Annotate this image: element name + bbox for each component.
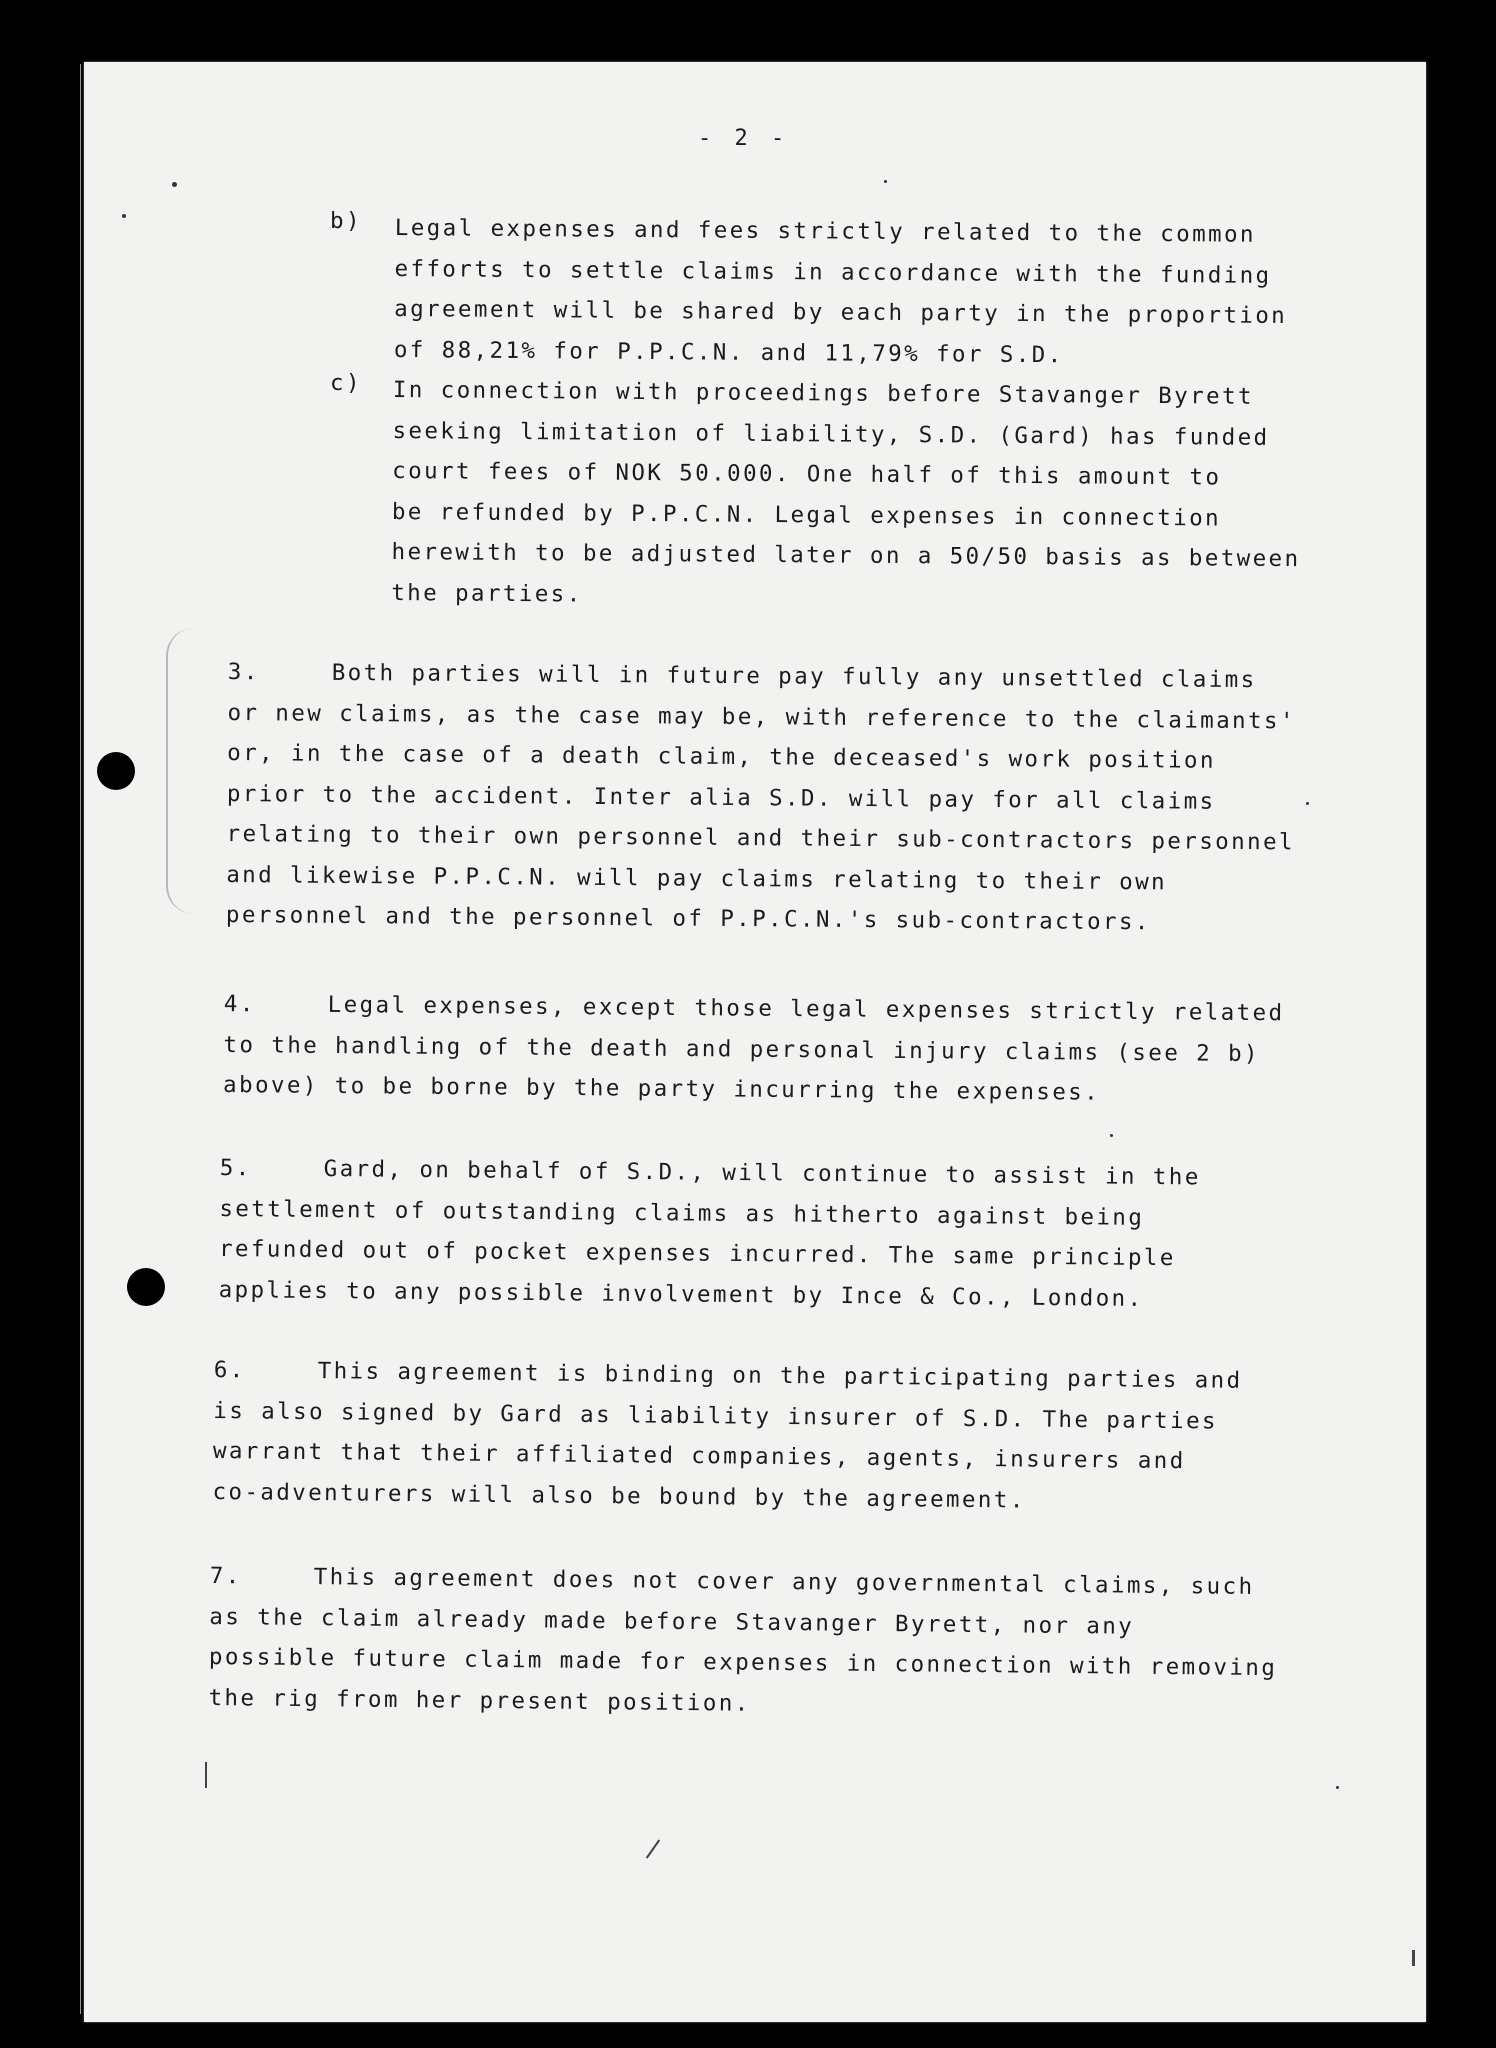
margin-bracket-mark (166, 628, 194, 914)
ink-speck (1306, 802, 1309, 805)
text-line: of 88,21% for P.P.C.N. and 11,79% for S.D. (393, 336, 1064, 368)
scan-edge-line (80, 64, 81, 2014)
text-line: relating to their own personnel and their sub-contractors personnel (226, 820, 1296, 856)
text-line: In connection with proceedings before Stavanger Byrett (392, 376, 1255, 410)
text-line: agreement will be shared by each party in the proportion (394, 295, 1288, 330)
item-b-text (394, 208, 1288, 377)
text-line: settlement of outstanding claims as hitherto against being (219, 1195, 1145, 1231)
ink-speck (1336, 1786, 1339, 1789)
text-line: personnel and the personnel of P.P.C.N.'s sub-contractors. (225, 901, 1151, 936)
text-line-content: This agreement does not cover any governmental claims, such (313, 1564, 1255, 1600)
pen-stroke-mark (1412, 1950, 1415, 1966)
paragraph-3 (226, 652, 1297, 944)
text-line: to the handling of the death and personal injury claims (see 2 b) (223, 1031, 1261, 1067)
text-line-content: Gard, on behalf of S.D., will continue to assist in the (323, 1155, 1201, 1191)
text-line-content: This agreement is binding on the participating parties and (317, 1358, 1243, 1394)
text-line: seeking limitation of liability, S.D. (Gard) has funded (392, 417, 1270, 451)
punch-hole-top (97, 752, 135, 790)
ink-speck (122, 214, 126, 218)
text-line: and likewise P.P.C.N. will pay claims relating to their own (226, 861, 1168, 895)
text-line: co-adventurers will also be bound by the agreement. (212, 1478, 1026, 1514)
page-number: - 2 - (698, 126, 790, 151)
text-line: be refunded by P.P.C.N. Legal expenses in connection (391, 498, 1222, 532)
text-line: is also signed by Gard as liability insurer of S.D. The parties (213, 1397, 1219, 1435)
item-b-label: b) (330, 208, 362, 234)
paragraph-number: 4. (223, 990, 256, 1018)
punch-hole-bottom (127, 1268, 165, 1306)
text-line: the rig from her present position. (208, 1684, 751, 1717)
paragraph-5 (218, 1148, 1200, 1319)
text-line: possible future claim made for expenses in connection with removing (208, 1643, 1278, 1682)
text-line: as the claim already made before Stavanger Byrett, nor any (209, 1603, 1135, 1640)
text-line-content: Both parties will in future pay fully any unsettled claims (331, 659, 1257, 694)
paragraph-number: 7. (209, 1562, 242, 1590)
text-line: applies to any possible involvement by Ince & Co., London. (218, 1276, 1144, 1312)
paragraph-number: 5. (219, 1154, 252, 1182)
text-line: court fees of NOK 50.000. One half of this amount to (392, 457, 1222, 491)
text-line: or, in the case of a death claim, the deceased's work position (227, 739, 1216, 774)
item-c-label: c) (330, 370, 362, 396)
text-line: efforts to settle claims in accordance with the funding (394, 255, 1272, 289)
paragraph-6 (212, 1350, 1242, 1523)
paragraph-7 (208, 1556, 1278, 1729)
item-c-text (391, 370, 1302, 620)
paragraph-4 (223, 984, 1285, 1115)
text-line: or new claims, as the case may be, with reference to the claimants' (227, 699, 1297, 734)
ink-speck (172, 182, 177, 187)
ink-speck (884, 180, 887, 183)
paragraph-number: 6. (213, 1356, 246, 1384)
paragraph-number: 3. (227, 658, 260, 686)
text-line-content: Legal expenses, except those legal expenses strictly related (327, 991, 1285, 1027)
text-line: warrant that their affiliated companies, agents, insurers and (212, 1437, 1186, 1475)
ink-speck (1110, 1134, 1113, 1137)
pen-stroke-mark (205, 1762, 207, 1788)
text-line: the parties. (391, 579, 583, 607)
text-line: Legal expenses and fees strictly related to the common (394, 214, 1257, 248)
text-line: above) to be borne by the party incurring the expenses. (223, 1071, 1101, 1106)
text-line: herewith to be adjusted later on a 50/50 basis as between (391, 538, 1301, 573)
text-line: refunded out of pocket expenses incurred. The same principle (218, 1235, 1176, 1272)
text-line: prior to the accident. Inter alia S.D. will pay for all claims (226, 780, 1216, 815)
